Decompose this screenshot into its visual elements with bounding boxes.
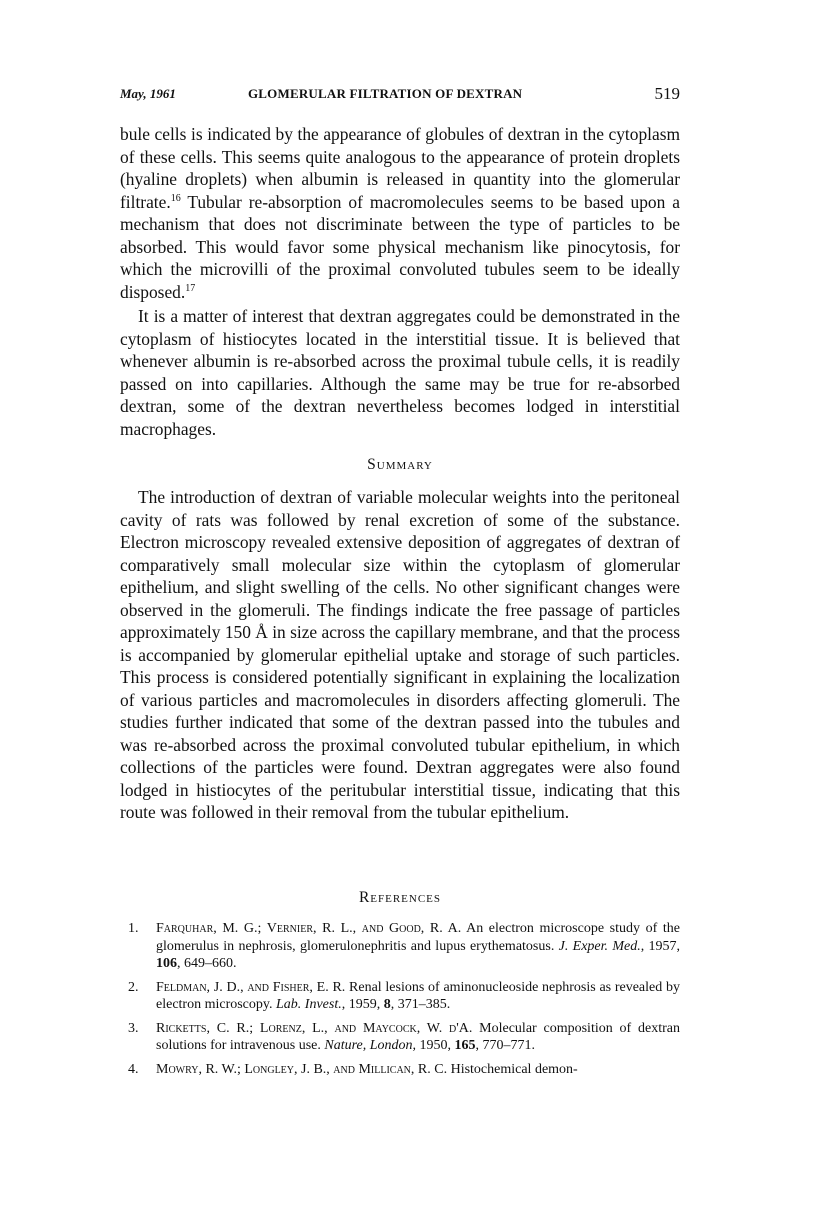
reference-title: An electron microscope study of the glomerulus in nephrosis, glomerulonephritis and lupus erythematosus. bbox=[156, 921, 681, 954]
reference-volume: 8 bbox=[383, 997, 391, 1012]
reference-journal: Lab. Invest. bbox=[276, 997, 342, 1012]
footnote-ref-16: 16 bbox=[170, 192, 181, 204]
reference-year: , 1957, bbox=[640, 938, 681, 954]
reference-pages: , 770–771. bbox=[475, 1038, 536, 1053]
reference-pages: , 649–660. bbox=[177, 956, 237, 971]
reference-pages: , 371–385. bbox=[390, 997, 451, 1012]
reference-item bbox=[120, 1020, 680, 1055]
reference-journal: J. Exper. Med. bbox=[558, 938, 641, 954]
reference-title: Histochemical demon- bbox=[447, 1061, 578, 1077]
reference-number: 1. bbox=[128, 921, 139, 936]
paragraph-1-text-b: Tubular re-absorption of macromolecules seems to be based upon a mechanism that does not discriminate between the type of particles to be absorbed. This would favor some physical mechanism like pinocytosis, for which the microvilli of the proximal convoluted tubules seem to be ideally disposed. bbox=[120, 191, 680, 302]
reference-journal: Nature, London, bbox=[324, 1038, 417, 1053]
paragraph-1 bbox=[120, 123, 680, 303]
reference-authors: Ricketts, C. R.; Lorenz, L., and Maycock, W. d'A. bbox=[156, 1020, 473, 1036]
reference-title: Renal lesions of aminonucleoside nephrosis as revealed by electron microscopy. bbox=[156, 979, 680, 1012]
reference-item bbox=[120, 920, 680, 973]
reference-item bbox=[120, 1061, 680, 1079]
paragraph-2: It is a matter of interest that dextran aggregates could be demonstrated in the cytoplasm of histiocytes located in the interstitial tissue. It is believed that whenever albumin is re-absorbed across the proximal tubule cells, it is readily passed on into capillaries. Although the same may be true for re-absorbed dextran, some of the dextran nevertheless becomes lodged in interstitial macrophages. bbox=[120, 306, 680, 439]
running-header bbox=[120, 84, 680, 106]
reference-year: 1950, bbox=[416, 1038, 455, 1053]
header-title: GLOMERULAR FILTRATION OF DEXTRAN bbox=[248, 86, 523, 101]
reference-number: 3. bbox=[128, 1020, 139, 1036]
reference-volume: 106 bbox=[156, 956, 177, 971]
references-list bbox=[120, 920, 680, 1084]
reference-item bbox=[120, 979, 680, 1014]
reference-year: , 1959, bbox=[341, 997, 384, 1012]
footnote-ref-17: 17 bbox=[185, 282, 196, 294]
reference-number: 2. bbox=[128, 979, 139, 995]
references-heading: References bbox=[358, 889, 442, 906]
reference-volume: 165 bbox=[454, 1038, 476, 1053]
reference-authors: Feldman, J. D., and Fisher, E. R. bbox=[156, 979, 346, 995]
reference-title: Molecular composition of dextran solutions for intravenous use. bbox=[156, 1020, 680, 1053]
reference-authors: Farquhar, M. G.; Vernier, R. L., and Good, R. A. bbox=[156, 921, 462, 936]
header-date: May, 1961 bbox=[120, 86, 176, 101]
paragraph-1-text-a: bule cells is indicated by the appearance of globules of dextran in the cytoplasm of these cells. This seems quite analogous to the appearance of protein droplets (hyaline droplets) when albumin is released in quantity into the glomerular filtrate. bbox=[120, 124, 680, 212]
reference-number: 4. bbox=[128, 1061, 139, 1077]
reference-authors: Mowry, R. W.; Longley, J. B., and Millican, R. C. bbox=[156, 1061, 448, 1077]
page-number: 519 bbox=[654, 84, 680, 103]
summary-paragraph: The introduction of dextran of variable molecular weights into the peritoneal cavity of rats was followed by renal excretion of some of the substance. Electron microscopy revealed extensive deposition of aggregates of dextran of comparatively small molecular size within the cytoplasm of glomerular epithelium, and slight swelling of the cells. No other significant changes were observed in the glomeruli. The findings indicate the free passage of particles approximately 150 Å in size across the capillary membrane, and that the process is accompanied by glomerular epithelial uptake and storage of such particles. This process is considered potentially significant in explaining the localization of various particles and macromolecules in disorders affecting glomeruli. The studies further indicated that some of the dextran passed into the tubules and was re-absorbed across the proximal convoluted tubular epithelium, in which collections of the particles were found. Dextran aggregates were also found lodged in histiocytes of the peritubular interstitial tissue, indicating that this route was followed in their removal from the tubular epithelium. bbox=[120, 487, 680, 822]
summary-heading: Summary bbox=[367, 456, 433, 473]
